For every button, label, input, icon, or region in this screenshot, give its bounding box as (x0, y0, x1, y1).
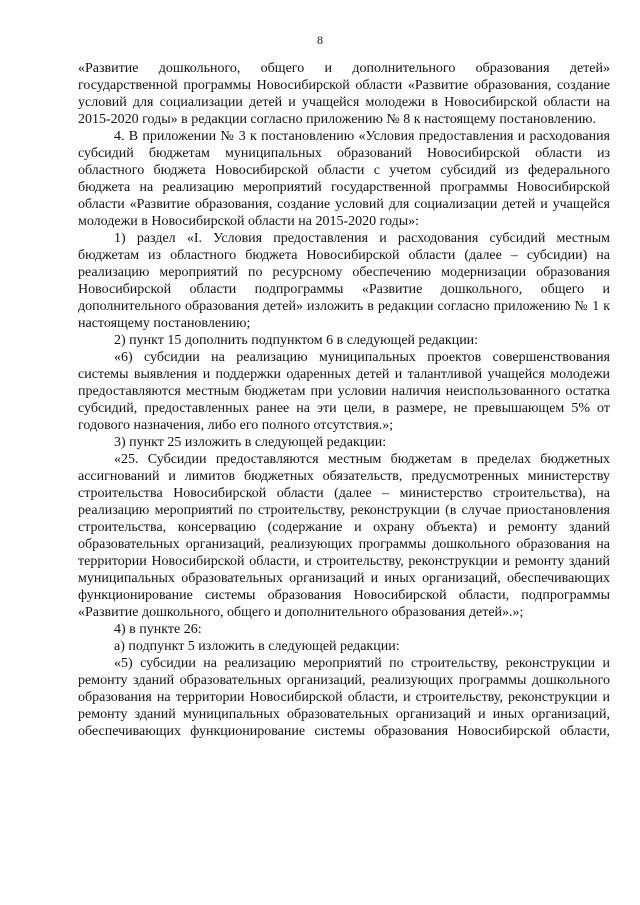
paragraph-subitem-1: 1) раздел «I. Условия предоставления и расходования субсидий местным бюджетам из областного бюджета Новосибирской области (далее – субсидии) на реализацию мероприятий по ресурсному обеспечению модернизации образования Новосибирской области подпрограммы «Развитие дошкольного, общего и дополнительного образования детей» изложить в редакции согласно приложению № 1 к настоящему постановлению; (78, 231, 610, 331)
paragraph-item-4: 4. В приложении № 3 к постановлению «Условия предоставления и расходования субсидий бюджетам муниципальных образований Новосибирской области из областного бюджета Новосибирской области с учетом субсидий из федерального бюджета на реализацию мероприятий государственной программы Новосибирской области «Развитие образования, создание условий для социализации детей и учащейся молодежи в Новосибирской области на 2015-2020 годы»: (78, 129, 610, 229)
document-body (78, 60, 610, 740)
page-number: 8 (317, 33, 323, 47)
paragraph-subitem-2-text: «6) субсидии на реализацию муниципальных проектов совершенствования системы выявления и поддержки одаренных детей и талантливой учащейся молодежи предоставляются местным бюджетам при условии наличия неиспользованного остатка субсидий, предоставленных ранее на эти цели, в размере, не превышающем 5% от годового назначения, либо его полного отсутствия.»; (78, 350, 610, 433)
paragraph-subitem-3: 3) пункт 25 изложить в следующей редакции: (114, 435, 387, 450)
paragraph-subitem-4a: а) подпункт 5 изложить в следующей редакции: (114, 639, 400, 654)
paragraph-subitem-4a-text: «5) субсидии на реализацию мероприятий по строительству, реконструкции и ремонту зданий образовательных организаций, реализующих программы дошкольного образования на территории Новосибирской области, и строительству, реконструкции и ремонту зданий муниципальных образовательных организаций и иных организаций, обеспечивающих функционирование системы образования Новосибирской области, (78, 656, 610, 739)
paragraph-subitem-3-text: «25. Субсидии предоставляются местным бюджетам в пределах бюджетных ассигнований и лимитов бюджетных обязательств, предусмотренных министерству строительства Новосибирской области (далее – министерство строительства), на реализацию мероприятий по строительству, реконструкции (в случае приостановления строительства, консервацию (содержание и охрану объекта) и ремонту зданий образовательных организаций, реализующих программы дошкольного образования на территории Новосибирской области, и строительству, реконструкции и ремонту зданий муниципальных образовательных организаций и иных организаций, обеспечивающих функционирование системы образования Новосибирской области, подпрограммы «Развитие дошкольного, общего и дополнительного образования детей».»; (78, 452, 610, 620)
paragraph-subitem-2: 2) пункт 15 дополнить подпунктом 6 в следующей редакции: (114, 333, 479, 348)
paragraph-subitem-4: 4) в пункте 26: (114, 622, 202, 637)
paragraph-continuation: «Развитие дошкольного, общего и дополнительного образования детей» государственной программы Новосибирской области «Развитие образования, создание условий для социализации детей и учащейся молодежи в Новосибирской области на 2015-2020 годы» в редакции согласно приложению № 8 к настоящему постановлению. (78, 61, 610, 127)
